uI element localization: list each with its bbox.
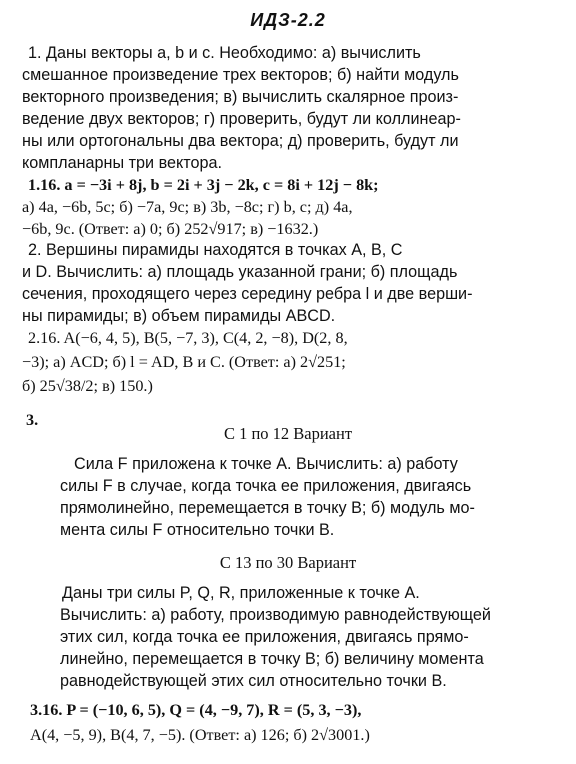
task3-block2-line-4: линейно, перемещается в точку B; б) величину момента xyxy=(60,650,484,668)
task3-block2-line-5: равнодействующей этих сил относительно точки B. xyxy=(60,672,447,690)
page-title: ИДЗ-2.2 xyxy=(250,10,326,30)
task2-line-4: ны пирамиды; в) объем пирамиды ABCD. xyxy=(22,307,336,325)
task2-line-1: 2. Вершины пирамиды находятся в точках A, B, C xyxy=(28,241,403,259)
task1-variant-line-2: а) 4a, −6b, 5c; б) −7a, 9c; в) 3b, −8c; г) b, c; д) 4a, xyxy=(22,198,353,216)
task3-block2-line-3: этих сил, когда точка ее приложения, двигаясь прямо- xyxy=(60,628,469,646)
task1-line-3: векторного произведения; в) вычислить скалярное произ- xyxy=(22,88,459,106)
task3-heading-variants-13-30: С 13 по 30 Вариант xyxy=(219,553,357,572)
task2-variant-line-1: 2.16. A(−6, 4, 5), B(5, −7, 3), C(4, 2, −8), D(2, 8, xyxy=(28,329,348,347)
task2-line-2: и D. Вычислить: а) площадь указанной грани; б) площадь xyxy=(22,263,458,281)
task1-line-5: ны или ортогональны два вектора; д) проверить, будут ли xyxy=(22,132,459,150)
task1-line-1: 1. Даны векторы a, b и c. Необходимо: а) вычислить xyxy=(28,44,421,62)
task3-number: 3. xyxy=(26,411,39,429)
task2-variant-line-3: б) 25√38/2; в) 150.) xyxy=(22,377,153,395)
task3-block1-line-1: Сила F приложена к точке A. Вычислить: а) работу xyxy=(74,455,458,473)
task3-block1-line-3: прямолинейно, перемещается в точку B; б) модуль мо- xyxy=(60,499,475,517)
task1-variant-line-1: 1.16. a = −3i + 8j, b = 2i + 3j − 2k, c = 8i + 12j − 8k; xyxy=(28,176,379,194)
task3-variant-line-1: 3.16. P = (−10, 6, 5), Q = (4, −9, 7), R = (5, 3, −3), xyxy=(30,701,362,719)
task3-heading-variants-1-12: С 1 по 12 Вариант xyxy=(223,424,353,443)
task3-block1-line-4: мента силы F относительно точки B. xyxy=(60,521,335,539)
task3-block1-line-2: силы F в случае, когда точка ее приложения, двигаясь xyxy=(60,477,472,495)
task2-line-3: сечения, проходящего через середину ребра l и две верши- xyxy=(22,285,473,303)
task3-block2-line-2: Вычислить: а) работу, производимую равнодействующей xyxy=(60,606,491,624)
task1-line-6: компланарны три вектора. xyxy=(22,154,223,172)
task1-line-4: ведение двух векторов; г) проверить, будут ли коллинеар- xyxy=(22,110,461,128)
task2-variant-line-2: −3); а) ACD; б) l = AD, B и C. (Ответ: а) 2√251; xyxy=(22,353,346,371)
task1-variant-line-3: −6b, 9c. (Ответ: а) 0; б) 252√917; в) −1632.) xyxy=(22,220,319,238)
task3-block2-line-1: Даны три силы P, Q, R, приложенные к точке A. xyxy=(62,584,420,602)
task1-line-2: смешанное произведение трех векторов; б) найти модуль xyxy=(22,66,459,84)
task3-variant-line-2: A(4, −5, 9), B(4, 7, −5). (Ответ: а) 126; б) 2√3001.) xyxy=(30,726,370,744)
